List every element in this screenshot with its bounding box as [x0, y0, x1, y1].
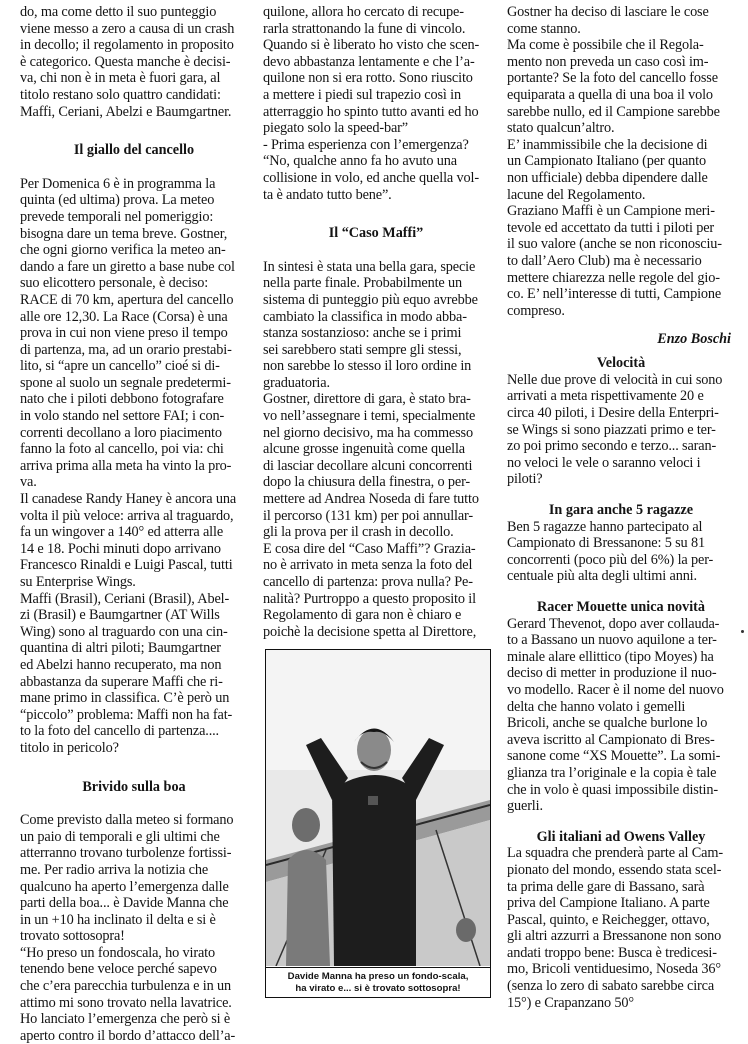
text-line: Come previsto dalla meteo si formano	[20, 812, 234, 829]
text-line: Gostner, direttore di gara, è stato bra-	[263, 391, 471, 408]
text-line: mettere chiarezza nelle regole del gio-	[507, 269, 720, 286]
text-line: Pascal, quinto, e Reichegger, ottavo,	[507, 911, 710, 928]
margin-speck	[741, 630, 744, 633]
text-line: Wing) sono al traguardo con una cin-	[20, 623, 228, 640]
text-line: Bricoli, anche se qualche burlone lo	[507, 715, 708, 732]
text-line: non ufficiale) debba dipendere dalle	[507, 169, 708, 186]
text-line: E’ inammissibile che la decisione di	[507, 136, 708, 153]
text-line: va.	[20, 474, 37, 491]
text-line: come stanno.	[507, 20, 581, 37]
text-line: vo nell’assegnare i temi, specialmente	[263, 408, 476, 425]
paragraph-intro	[20, 4, 248, 120]
text-line: poichè la decisione spetta al Direttore,	[263, 623, 477, 640]
text-line: ed Abelzi hanno recuperato, ma non	[20, 656, 222, 673]
text-line: zi (Brasil) e Baumgartner (AT Wills	[20, 607, 220, 624]
text-line: volta il più veloce: arriva al traguardo,	[20, 507, 234, 524]
text-line: bisogna dare un tema breve. Gostner,	[20, 225, 228, 242]
text-line: un paio di temporali e gli ultimi che	[20, 828, 220, 845]
text-line: quilone, allora ho cercato di recupe-	[263, 4, 464, 20]
text-line: quinta (ed ultima) prova. La meteo	[20, 192, 215, 209]
text-line: nato che i piloti debbono fotografare	[20, 391, 224, 408]
text-line: Gerard Thevenot, dopo aver collauda-	[507, 615, 720, 632]
text-line: pionato del mondo, essendo stata scel-	[507, 861, 722, 878]
paragraph-ragazze	[507, 519, 735, 585]
paragraph-cancello	[20, 176, 248, 491]
text-line: Campionato di Bressanone: 5 su 81	[507, 535, 705, 552]
caption-line-1: Davide Manna ha preso un fondo-scala,	[287, 971, 469, 982]
text-line: E cosa dire del “Caso Maffi”? Grazia-	[263, 540, 476, 557]
text-line: prevede temporali nel pomeriggio:	[20, 208, 214, 225]
author-signature: Enzo Boschi	[657, 331, 731, 348]
text-line: il percorso (131 km) per poi annullar-	[263, 507, 473, 524]
text-line: quantina di altri piloti; Baumgartner	[20, 640, 221, 657]
text-line: guerli.	[507, 798, 543, 815]
text-line: aperto contro il bordo d’attacco dell’a-	[20, 1027, 236, 1044]
paragraph-haney	[20, 491, 248, 591]
text-line: priva del Campione Italiano. A parte	[507, 895, 710, 912]
text-line: deciso di metter in produzione il nuo-	[507, 665, 717, 682]
text-line: do, ma come detto il suo punteggio	[20, 4, 217, 20]
text-line: su Enterprise Wings.	[20, 574, 136, 590]
paragraph-esperienza	[263, 137, 489, 203]
text-line: il suo valore (anche se non riconosciu-	[507, 236, 722, 253]
text-line: mo, Bricoli ventiduesimo, Noseda 36°	[507, 961, 721, 978]
paragraph-brivido	[20, 812, 248, 945]
heading-ragazze: In gara anche 5 ragazze	[548, 502, 694, 519]
text-line: to a Bassano un nuovo aquilone a ter-	[507, 632, 717, 649]
text-line: graduatoria.	[263, 374, 330, 391]
paragraph-cosa-dire	[263, 541, 489, 641]
heading-caso-maffi: Il “Caso Maffi”	[328, 225, 424, 242]
text-line: compreso.	[507, 302, 565, 319]
paragraph-inammissibile	[507, 137, 735, 203]
text-line: portante? Se la foto del cancello fosse	[507, 70, 718, 87]
text-line: Quando si è liberato ho visto che scen-	[263, 37, 480, 54]
text-line: correnti decollano a loro piacimento	[20, 424, 222, 441]
text-line: delta che hanno volato i gemelli	[507, 698, 686, 715]
text-line: sei sarebbero stati sempre gli stessi,	[263, 341, 462, 358]
paragraph-regolamento	[507, 37, 735, 137]
text-line: ta è andato tutto bene”.	[263, 186, 392, 203]
column-2	[263, 0, 489, 640]
text-line: vo modello. Racer è il nome del nuovo	[507, 681, 724, 698]
text-line: (senza lo zero di sabato sarebbe circa	[507, 978, 715, 995]
text-line: Nelle due prove di velocità in cui sono	[507, 371, 723, 388]
text-line: aveva iscritto al Campionato di Bres-	[507, 731, 715, 748]
text-line: in decollo; il regolamento in proposito	[20, 37, 234, 54]
text-line: co. E’ nell’interesse di tutti, Campione	[507, 286, 722, 303]
text-line: equiparata a quella di una boa il volo	[507, 86, 713, 103]
text-line: non sarebbe lo stesso il loro ordine in	[263, 358, 472, 375]
text-line: mento non preveda un caso così im-	[507, 53, 709, 70]
text-line: Maffi, Ceriani, Abelzi e Baumgartner.	[20, 103, 232, 120]
column-1	[20, 0, 248, 1044]
text-line: in un +10 ha inclinato il delta e si è	[20, 911, 216, 928]
text-line: gli altri azzurri a Bressanone non sono	[507, 928, 722, 945]
text-line: attimo mi sono trovato nella lavatrice.	[20, 994, 232, 1011]
text-line: a mettere i piedi sul trapezio così in	[263, 86, 461, 103]
text-line: cambiato la classifica in modo abba-	[263, 308, 467, 325]
text-line: 14 e 18. Pochi minuti dopo arrivano	[20, 540, 221, 557]
text-line: prova in cui non viene preso il tempo	[20, 325, 228, 342]
text-line: piegato solo la speed-bar”	[263, 120, 408, 137]
paragraph-sintesi	[263, 259, 489, 392]
text-line: rarla strattonando la fune di vincolo.	[263, 20, 466, 37]
photo-image	[266, 650, 490, 966]
text-line: Gostner ha deciso di lasciare le cose	[507, 4, 709, 20]
text-line: collisione in volo, ed anche quella vol-	[263, 169, 479, 186]
text-line: nel giorno decisivo, ma ha commesso	[263, 424, 473, 441]
text-line: Ben 5 ragazze hanno partecipato al	[507, 518, 703, 535]
text-line: in volo stando nel settore FAI; i con-	[20, 408, 225, 425]
text-line: Ho lanciato l’emergenza che però si è	[20, 1011, 231, 1028]
text-line: fanno la foto al cancello, poi via: chi	[20, 441, 224, 458]
heading-brivido-boa: Brivido sulla boa	[82, 778, 186, 795]
text-line: centuale più alta degli ultimi anni.	[507, 568, 697, 585]
text-line: La squadra che prenderà parte al Cam-	[507, 845, 723, 862]
text-line: Francesco Rinaldi e Luigi Pascal, tutti	[20, 557, 233, 574]
text-line: suo elicottero personale, è deciso:	[20, 275, 209, 292]
text-line: viene messo a zero a causa di un crash	[20, 20, 235, 37]
paragraph-racer	[507, 616, 735, 815]
text-line: spone al suolo un segnale predetermi-	[20, 374, 231, 391]
column-3	[507, 0, 735, 1011]
text-line: andati troppo bene: Busca è tredicesi-	[507, 944, 717, 961]
text-line: trovato sottosopra!	[20, 928, 125, 945]
text-line: Per Domenica 6 è in programma la	[20, 175, 216, 192]
text-line: alle ore 12,30. La Race (Corsa) è una	[20, 308, 228, 325]
heading-racer-mouette: Racer Mouette unica novità	[537, 599, 705, 615]
text-line: atterranno trovano turbolenze fortissi-	[20, 845, 232, 862]
text-line: dopo la chiusura della finestra, o per-	[263, 474, 471, 491]
paragraph-velocita	[507, 372, 735, 488]
heading-owens-valley: Gli italiani ad Owens Valley	[536, 828, 706, 845]
text-line: un Campionato Italiano (per quanto	[507, 153, 706, 170]
text-line: quilone non si era rotto. Sono riuscito	[263, 70, 473, 87]
text-line: piloti?	[507, 471, 543, 488]
text-line: Ma come è possibile che il Regola-	[507, 37, 704, 54]
text-line: sarebbe nullo, ed il Campione sarebbe	[507, 103, 720, 120]
text-line: lacune del Regolamento.	[507, 186, 646, 203]
paragraph-quote	[20, 945, 248, 1044]
text-line: mane primo in classifica. C’è però un	[20, 690, 230, 707]
text-line: to la foto del cancello di partenza....	[20, 723, 219, 740]
text-line: no veloci le vele o saranno veloci i	[507, 454, 701, 471]
text-line: Il canadese Randy Haney è ancora una	[20, 491, 237, 508]
text-line: glianza tra l’originale e la copia è tale	[507, 764, 717, 781]
text-line: no è arrivato in meta senza la foto del	[263, 557, 473, 574]
text-line: abbastanza da superare Maffi che ri-	[20, 673, 223, 690]
text-line: concorrenti (poco più del 6%) la per-	[507, 551, 714, 568]
text-line: titolo in pericolo?	[20, 739, 119, 756]
text-line: qualcuno ha aperto l’emergenza dalle	[20, 878, 229, 895]
paragraph-gostner-direttore	[263, 391, 489, 540]
text-line: - Prima esperienza con l’emergenza?	[263, 136, 469, 153]
text-line: se Wings si sono piazzati primo e ter-	[507, 421, 716, 438]
text-line: alcune grosse ingenuità come quella	[263, 441, 465, 458]
text-line: circa 40 piloti, i Desire della Enterpri-	[507, 405, 719, 422]
paragraph-owens	[507, 845, 735, 1011]
text-line: va, chi non è in meta è fuori gara, al	[20, 70, 221, 87]
text-line: devo abbastanza lentamente e che l’a-	[263, 53, 475, 70]
text-line: Maffi (Brasil), Ceriani (Brasil), Abel-	[20, 590, 230, 607]
text-line: dando a fare un giretto a base nube col	[20, 258, 235, 275]
text-line: che in volo è quasi impossibile distin-	[507, 781, 718, 798]
text-line: In sintesi è stata una bella gara, specie	[263, 258, 476, 275]
text-line: atterraggio ho spinto tutto avanti ed ho	[263, 103, 479, 120]
text-line: tevole ed accettato da tutti i piloti per	[507, 219, 715, 236]
heading-velocita: Velocità	[596, 355, 646, 372]
text-line: parti della boa... è Davide Manna che	[20, 895, 229, 912]
text-line: tenendo bene veloce perché sapevo	[20, 961, 217, 978]
text-line: è categorico. Questa manche è decisi-	[20, 53, 231, 70]
text-line: sanone come “XS Mouette”. La somi-	[507, 748, 721, 765]
paragraph-graziano	[507, 203, 735, 319]
text-line: lito, si “apre un cancello” cioé si di-	[20, 358, 220, 375]
text-line: gli la prova per il crash in decollo.	[263, 524, 454, 541]
text-line: fa un wingover a 140° ed atterra alle	[20, 524, 224, 541]
text-line: nalità? Purtroppo a questo proposito il	[263, 590, 476, 607]
text-line: ta prima delle gare di Bassano, sarà	[507, 878, 705, 895]
text-line: che c’era parecchia turbulenza e in un	[20, 978, 232, 995]
text-line: cancello di partenza: prova nulla? Pe-	[263, 574, 473, 590]
text-line: di lasciar decollare alcuni concorrenti	[263, 457, 473, 474]
text-line: “Ho preso un fondoscala, ho virato	[20, 944, 216, 961]
text-line: arriva prima alla meta ha vinto la pro-	[20, 457, 232, 474]
text-line: “piccolo” problema: Maffi non ha fat-	[20, 706, 233, 723]
text-line: titolo restano solo quattro candidati:	[20, 86, 221, 103]
text-line: RACE di 70 km, apertura del cancello	[20, 291, 234, 308]
photo-davide-manna	[265, 649, 491, 998]
text-line: stato qualcun’altro.	[507, 120, 615, 137]
heading-giallo-cancello: Il giallo del cancello	[73, 142, 195, 159]
text-line: nella parte finale. Probabilmente un	[263, 275, 463, 292]
paragraph-gostner-deciso	[507, 4, 735, 37]
text-line: di partenza, ma, ad un orario prestabi-	[20, 341, 232, 358]
text-line: sistema di punteggio più equo avrebbe	[263, 291, 478, 308]
paragraph-maffi	[20, 591, 248, 757]
photo-caption	[266, 967, 490, 997]
text-line: Regolamento di gara non è chiaro e	[263, 607, 462, 624]
text-line: to dall’Aero Club) ma è necessario	[507, 252, 702, 269]
text-line: che ogni giorno verifica la meteo an-	[20, 242, 226, 259]
text-line: 15°) e Crapanzano 50°	[507, 994, 634, 1011]
text-line: zo poi primo secondo e terzo... saran-	[507, 438, 717, 455]
text-line: minale alare ellittico (tipo Moyes) ha	[507, 648, 714, 665]
text-line: “No, qualche anno fa ho avuto una	[263, 153, 457, 170]
text-line: Graziano Maffi è un Campione meri-	[507, 203, 715, 220]
paragraph-continuation	[263, 4, 489, 137]
caption-line-2: ha virato e... si è trovato sottosopra!	[295, 983, 461, 994]
text-line: mettere ad Andrea Noseda di fare tutto	[263, 491, 479, 508]
text-line: stanza sostanzioso: anche se i primi	[263, 325, 462, 342]
text-line: arrivati a meta rispettivamente 20 e	[507, 388, 704, 405]
text-line: me. Per radio arriva la notizia che	[20, 861, 209, 878]
